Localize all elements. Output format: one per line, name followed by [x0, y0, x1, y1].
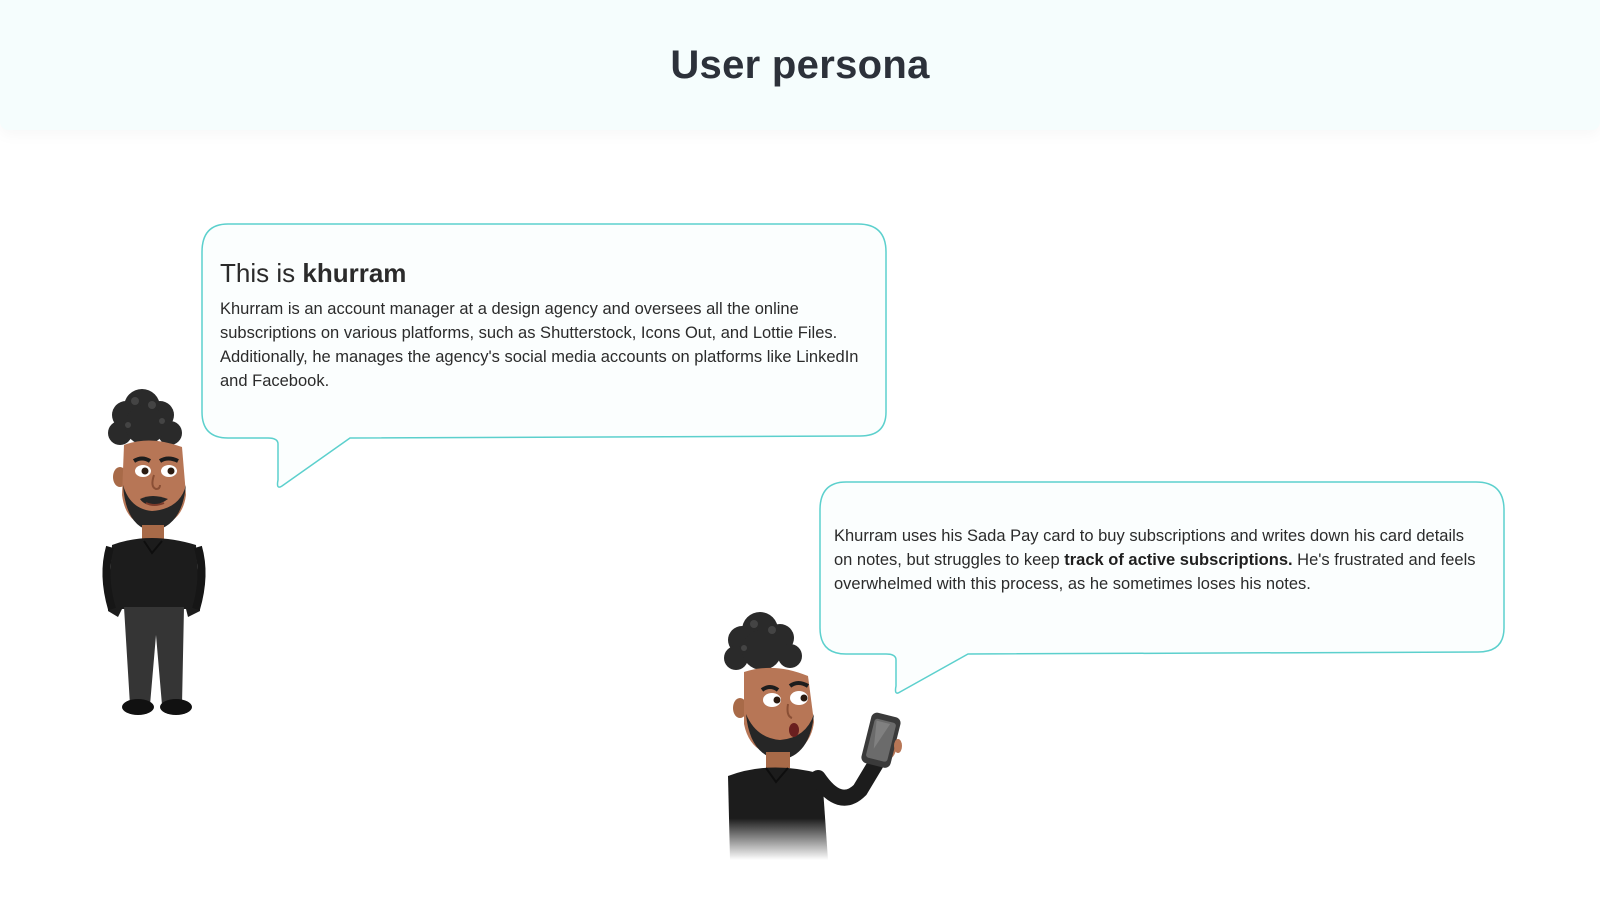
speech-bubble-intro-content	[220, 258, 870, 393]
speech-bubble-problem-content	[834, 524, 1484, 596]
speech-bubble-problem	[818, 480, 1508, 700]
problem-text-highlight: track of active subscriptions.	[1064, 551, 1293, 569]
person-avatar-phone-icon	[710, 610, 920, 860]
persona-intro-prefix: This is	[220, 258, 296, 288]
page-header	[0, 0, 1600, 130]
persona-name: khurram	[302, 258, 407, 288]
persona-intro-heading	[220, 258, 870, 289]
problem-text-start: Khurram uses his Sada Pay card to buy subscriptions and writes down his card details on notes, but struggles to keep	[834, 527, 1465, 569]
persona-problem-text	[834, 524, 1484, 596]
speech-bubble-intro	[200, 222, 890, 492]
problem-text-end: He's frustrated and feels overwhelmed with this process, as he sometimes loses his notes.	[834, 551, 1476, 593]
page-title: User persona	[670, 42, 930, 87]
persona-description: Khurram is an account manager at a design agency and oversees all the online subscriptions on various platforms, such as Shutterstock, Icons Out, and Lottie Files. Additionally, he manages the agency's social media accounts on platforms like LinkedIn and Facebook.	[220, 300, 859, 390]
